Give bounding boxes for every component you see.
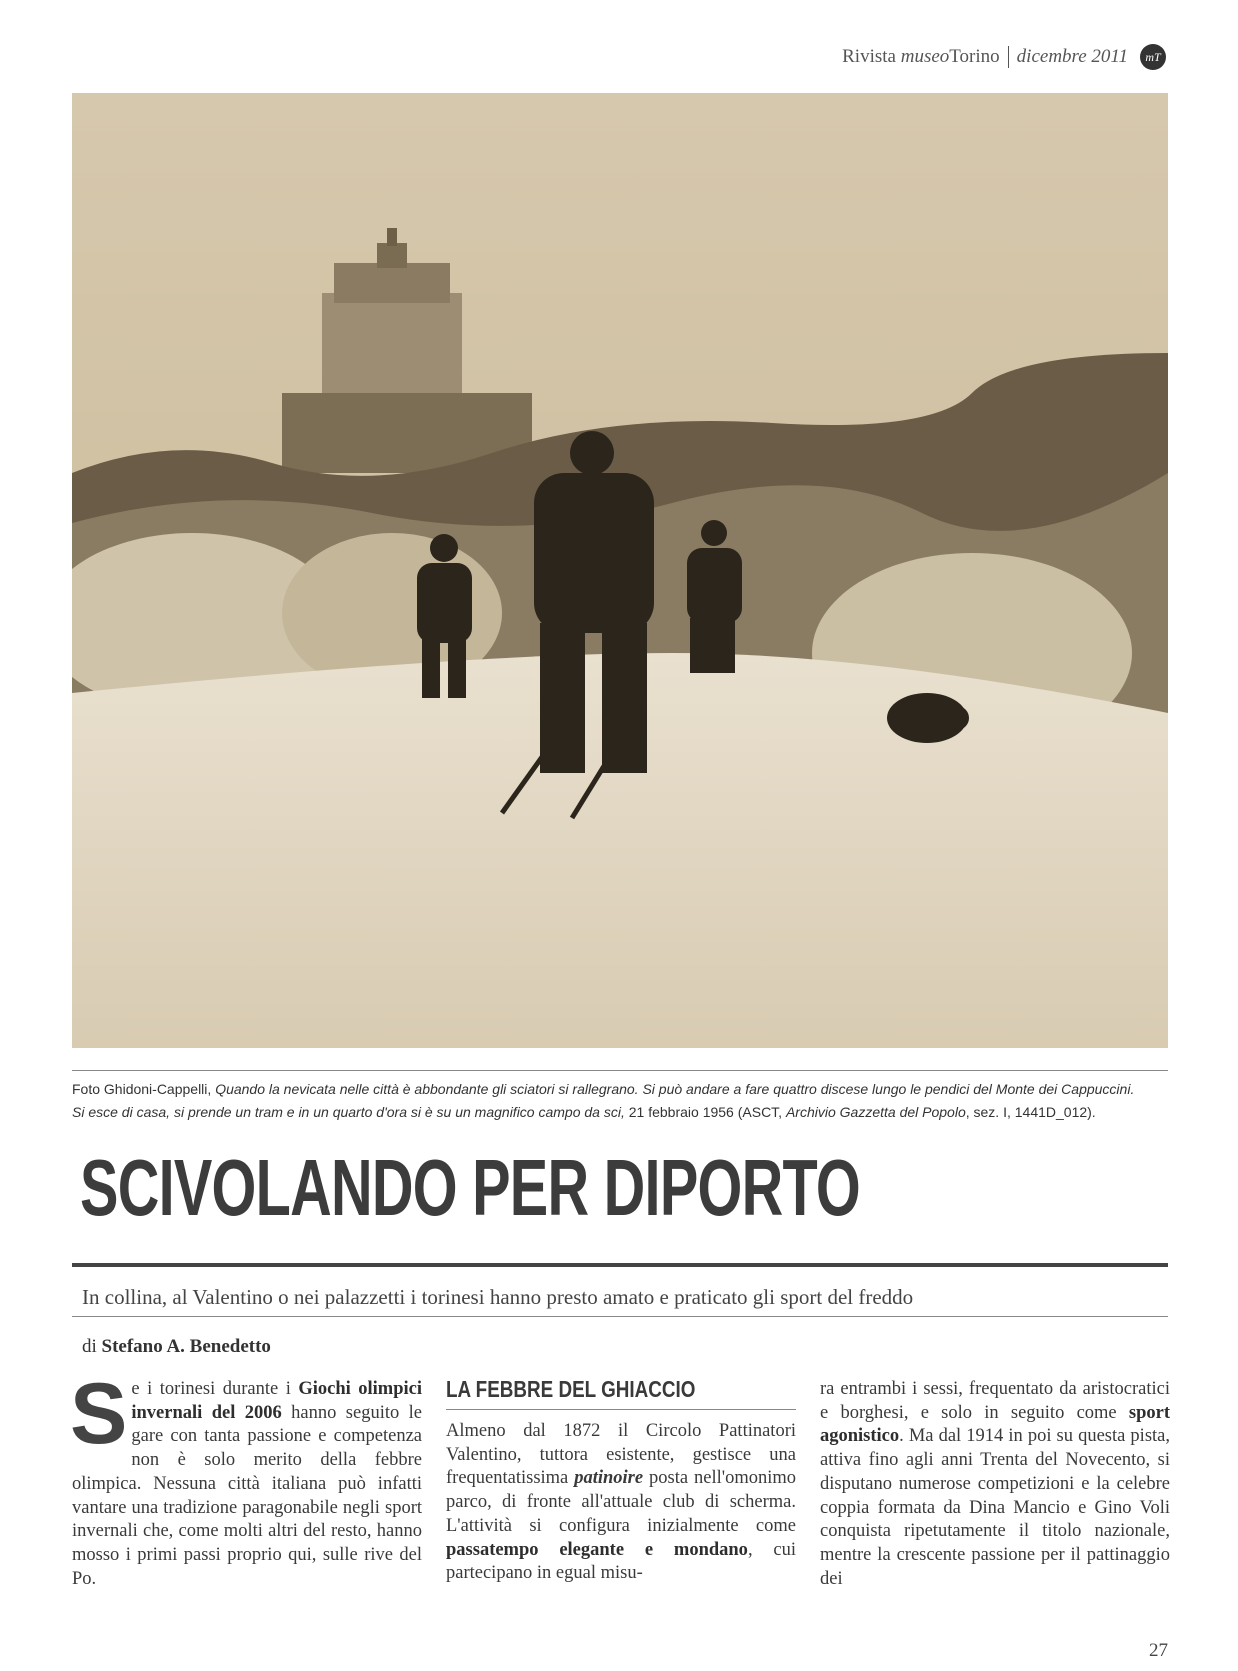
col1-bold-1: Giochi olimpici invernali del 2006 [131, 1379, 422, 1423]
col2-text-2: posta nell'omonimo parco, di fronte all'attuale club di scherma. L'attività si configura inizialmente come [446, 1468, 796, 1536]
caption-quote-1: Quando la nevicata nelle città è abbondante gli sciatori si rallegrano. Si può andare a fare quattro discese lungo le pendici del Monte dei Cappuccini. [215, 1081, 1135, 1097]
header-divider [1008, 46, 1009, 68]
header-date: dicembre 2011 [1016, 46, 1128, 67]
col1-text-2: hanno seguito le gare con tanta passione e competenza non è solo merito della febbre olimpica. Nessuna città italiana può infatti vantare una tradizione paragonabile negli sport invernali che, come molti altri del resto, hanno mosso i primi passi proprio qui, sulle rive del Po. [72, 1402, 422, 1589]
caption-ref: , sez. I, 1441D_012). [965, 1104, 1096, 1120]
caption-date: 21 febbraio 1956 (ASCT, [628, 1104, 783, 1120]
archival-ski-photo [72, 93, 1168, 1048]
header-rivista: Rivista [842, 46, 896, 67]
text-column-3 [820, 1378, 1170, 1591]
museotorino-logo-icon: mT [1140, 44, 1166, 70]
section-heading: LA FEBBRE DEL GHIACCIO [446, 1376, 696, 1402]
text-column-1 [70, 1366, 422, 1591]
header-museo: museo [900, 46, 950, 67]
drop-cap: S [70, 1366, 128, 1462]
col1-text-1: e i torinesi durante i [131, 1379, 299, 1399]
caption-quote-2: Si esce di casa, si prende un tram e in un quarto d'ora si è su un magnifico campo da sci, [72, 1104, 625, 1120]
photo-caption [72, 1078, 1168, 1124]
col3-bold-1: sport agonistico [820, 1402, 1170, 1447]
running-header [842, 44, 1166, 70]
article-title: SCIVOLANDO PER DIPORTO [80, 1143, 860, 1232]
subtitle-rule [72, 1316, 1168, 1317]
col2-text-3: , cui partecipano in egual misu- [446, 1539, 796, 1584]
col2-bolditalic-1: patinoire [574, 1468, 644, 1489]
title-rule [72, 1263, 1168, 1267]
section-heading-rule [446, 1409, 796, 1410]
article-subtitle: In collina, al Valentino o nei palazzetti i torinesi hanno presto amato e praticato gli sport del freddo [82, 1285, 914, 1309]
text-column-2 [446, 1420, 796, 1586]
byline-author: Stefano A. Benedetto [101, 1336, 271, 1357]
byline-prefix: di [82, 1336, 97, 1357]
caption-archive: Archivio Gazzetta del Popolo [785, 1104, 966, 1120]
caption-rule [72, 1070, 1168, 1071]
header-torino: Torino [949, 46, 1000, 67]
page-number: 27 [1149, 1640, 1168, 1661]
photo-illustration [72, 93, 1168, 1048]
col2-text-1: Almeno dal 1872 il Circolo Pattinatori Valentino, tuttora esistente, gestisce una frequentatissima [446, 1421, 796, 1489]
byline [82, 1336, 271, 1358]
col3-text-2: . Ma dal 1914 in poi su questa pista, attiva fino agli anni Trenta del Novecento, si disputano numerose competizioni e la celebre coppia formata da Dina Mancio e Gino Voli conquista ripetutamente il titolo nazionale, mentre la crescente passione per il pattinaggio dei [820, 1426, 1170, 1589]
caption-credit: Foto Ghidoni-Cappelli, [72, 1081, 212, 1097]
col3-text-1: ra entrambi i sessi, frequentato da aristocratici e borghesi, e solo in seguito come [820, 1379, 1170, 1423]
col2-bold-1: passatempo elegante e mondano [446, 1539, 748, 1560]
